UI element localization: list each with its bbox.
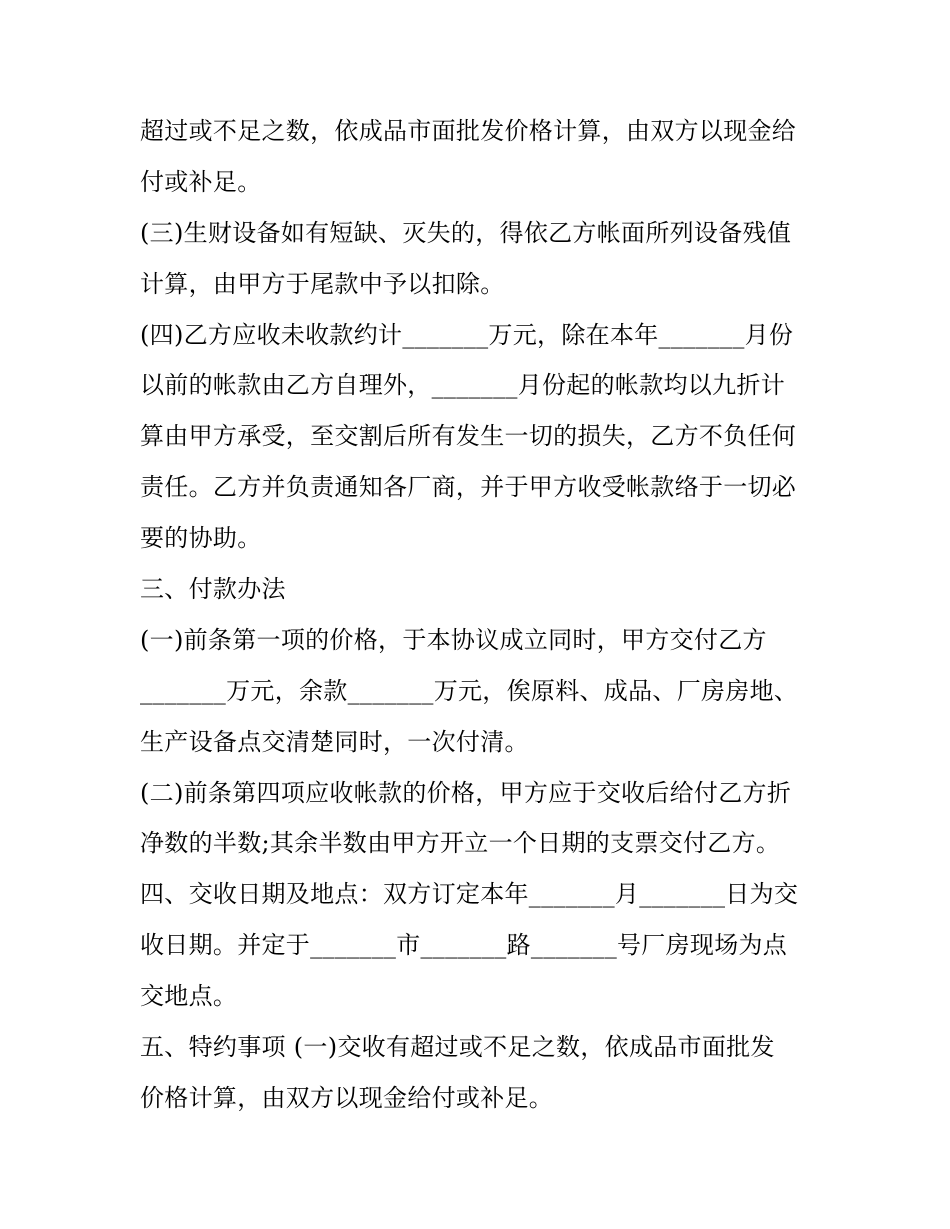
text-line: 以前的帐款由乙方自理外，_______月份起的帐款均以九折计 — [140, 371, 785, 400]
text-line: (二)前条第四项应收帐款的价格，甲方应于交收后给付乙方折 — [140, 778, 792, 807]
text-line: 交地点。 — [140, 982, 238, 1011]
section-heading: 五、特约事项 (一)交收有超过或不足之数，依成品市面批发 — [140, 1033, 775, 1062]
text-line: 付或补足。 — [140, 167, 262, 196]
text-line: (四)乙方应收未收款约计_______万元，除在本年_______月份 — [140, 320, 794, 349]
section-heading: 四、交收日期及地点：双方订定本年_______月_______日为交 — [140, 880, 799, 909]
text-line: 生产设备点交清楚同时，一次付清。 — [140, 727, 529, 756]
text-line: 计算，由甲方于尾款中予以扣除。 — [140, 269, 505, 298]
text-line: _______万元，余款_______万元，俟原料、成品、厂房房地、 — [140, 676, 799, 705]
text-line: 超过或不足之数，依成品市面批发价格计算，由双方以现金给 — [140, 117, 797, 145]
text-line: 净数的半数;其余半数由甲方开立一个日期的支票交付乙方。 — [140, 829, 781, 858]
text-line: 要的协助。 — [140, 524, 262, 553]
text-line: 收日期。并定于_______市_______路_______号厂房现场为点 — [140, 931, 788, 960]
text-line: (一)前条第一项的价格，于本协议成立同时，甲方交付乙方 — [140, 625, 767, 654]
document-body — [140, 106, 820, 1124]
text-line: 算由甲方承受，至交割后所有发生一切的损失，乙方不负任何 — [140, 422, 797, 451]
text-line: 责任。乙方并负责通知各厂商，并于甲方收受帐款络于一切必 — [140, 473, 797, 502]
section-heading: 三、付款办法 — [140, 575, 286, 604]
text-line: (三)生财设备如有短缺、灭失的，得依乙方帐面所列设备残值 — [140, 218, 792, 247]
text-line: 价格计算，由双方以现金给付或补足。 — [140, 1083, 554, 1112]
